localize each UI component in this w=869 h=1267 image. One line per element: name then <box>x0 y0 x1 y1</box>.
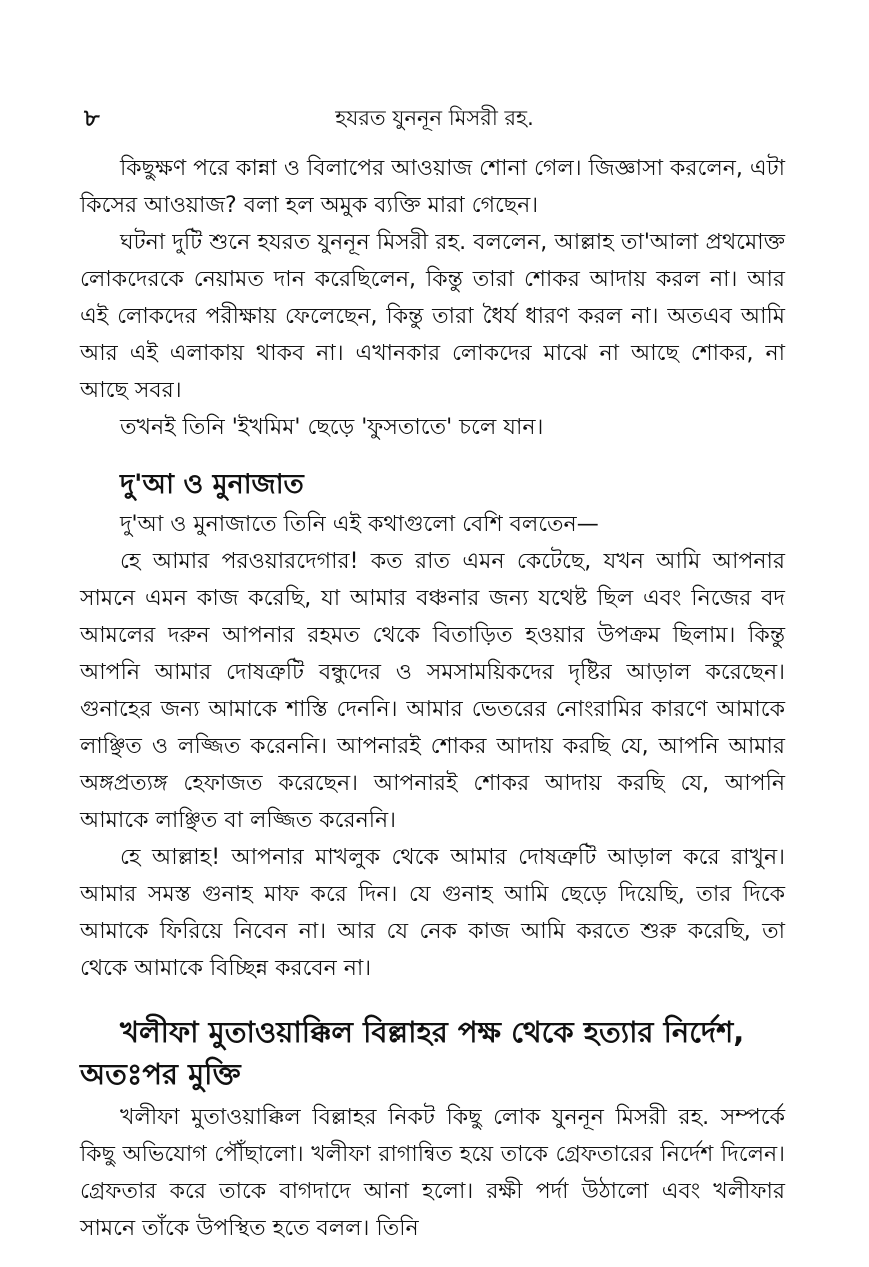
paragraph: তখনই তিনি 'ইখমিম' ছেড়ে 'ফুসতাতে' চলে যান। <box>120 415 544 440</box>
section-heading-caliph <box>80 1011 785 1095</box>
paragraph: খলীফা মুতাওয়াক্কিল বিল্লাহর নিকট কিছু লোক যুননূন মিসরী রহ. সম্পর্কে কিছু অভিযোগ পৌঁছালো। খলীফা রাগান্বিত হয়ে তাকে গ্রেফতারের নির্দেশ দিলেন। গ্রেফতার করে তাকে বাগদাদে আনা হলো। রক্ষী পর্দা উঠালো এবং খলীফার সামনে তাঁকে উপস্থিত হতে বলল। তিনি <box>80 1105 785 1241</box>
dua-prayer: হে আল্লাহ! আপনার মাখলুক থেকে আমার দোষত্রুটি আড়াল করে রাখুন। আমার সমস্ত গুনাহ মাফ করে দিন। যে গুনাহ আমি ছেড়ে দিয়েছি, তার দিকে আমাকে ফিরিয়ে নিবেন না। আর যে নেক কাজ আমি করতে শুরু করেছি, তা থেকে আমাকে বিচ্ছিন্ন করবেন না। <box>80 845 785 981</box>
paragraph: ঘটনা দুটি শুনে হযরত যুননূন মিসরী রহ. বললেন, আল্লাহ তা'আলা প্রথমোক্ত লোকদেরকে নেয়ামত দান করেছিলেন, কিন্তু তারা শোকর আদায় করল না। আর এই লোকদের পরীক্ষায় ফেলেছেন, কিন্তু তারা ধৈর্য ধারণ করল না। অতএব আমি আর এই এলাকায় থাকব না। এখানকার লোকদের মাঝে না আছে শোকর, না আছে সবর। <box>80 230 785 403</box>
page-body <box>80 150 785 1247</box>
dua-prayer: হে আমার পরওয়ারদেগার! কত রাত এমন কেটেছে, যখন আমি আপনার সামনে এমন কাজ করেছি, যা আমার বঞ্চনার জন্য যথেষ্ট ছিল এবং নিজের বদ আমলের দরুন আপনার রহমত থেকে বিতাড়িত হওয়ার উপক্রম ছিলাম। কিন্তু আপনি আমার দোষত্রুটি বন্ধুদের ও সমসাময়িকদের দৃষ্টির আড়াল করেছেন। গুনাহের জন্য আমাকে শাস্তি দেননি। আমার ভেতরের নোংরামির কারণে আমাকে লাঞ্ছিত ও লজ্জিত করেননি। আপনারই শোকর আদায় করছি যে, আপনি আমার অঙ্গপ্রত্যঙ্গ হেফাজত করেছেন। আপনারই শোকর আদায় করছি যে, আপনি আমাকে লাঞ্ছিত বা লজ্জিত করেননি। <box>80 549 785 833</box>
running-title: হযরত যুননূন মিসরী রহ. <box>335 106 534 130</box>
page-header <box>0 100 869 134</box>
page-number: ৮ <box>84 104 100 132</box>
heading-line: অতঃপর মুক্তি <box>80 1057 241 1091</box>
heading-line: খলীফা মুতাওয়াক্কিল বিল্লাহর পক্ষ থেকে হত্যার নির্দেশ, <box>120 1015 745 1049</box>
dua-intro: দু'আ ও মুনাজাতে তিনি এই কথাগুলো বেশি বলতেন— <box>120 512 599 537</box>
section-heading-dua: দু'আ ও মুনাজাত <box>120 469 304 500</box>
paragraph: কিছুক্ষণ পরে কান্না ও বিলাপের আওয়াজ শোনা গেল। জিজ্ঞাসা করলেন, এটা কিসের আওয়াজ? বলা হল অমুক ব্যক্তি মারা গেছেন। <box>80 156 785 218</box>
